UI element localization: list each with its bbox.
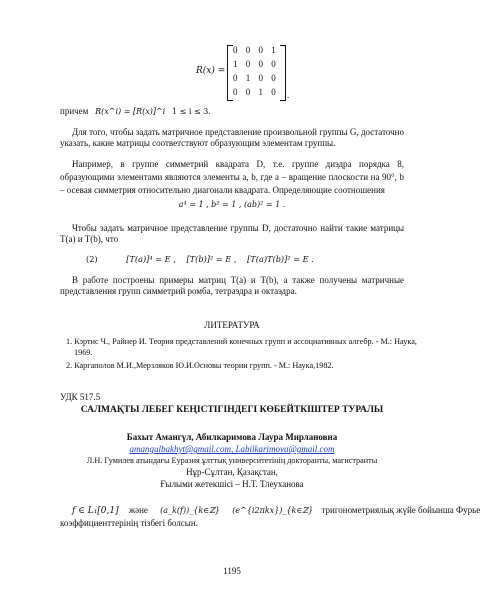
where-condition: 1 ≤ i ≤ 3.	[171, 107, 211, 116]
authors: Бахыт Амангүл, Абилкаримова Лаура Мирлановна	[126, 432, 338, 442]
affiliation-city: Нұр-Сұлтан, Қазақстан,	[186, 467, 278, 477]
references-heading: ЛИТЕРАТУРА	[204, 320, 260, 330]
equation-number: (2)	[86, 254, 98, 264]
matrix-row: 0 0 0 1	[233, 45, 279, 55]
article-title: САЛМАҚТЫ ЛЕБЕГ КЕҢІСТІГІНДЕГІ КӨБЕЙТКІШТЕР ТУРАЛЫ	[80, 405, 384, 415]
reference-item: 2. Каргаполов М.И.,Мерзляков Ю.И.Основы теории групп. - М.: Наука,1982.	[66, 361, 334, 370]
matrix-rx	[196, 44, 296, 102]
matrix-end: .	[287, 90, 290, 100]
and-word: және	[128, 505, 148, 515]
matrix-row: 0 1 0 0	[233, 73, 279, 83]
reference-item: 1. Кэртис Ч., Райнер И. Теория представлений конечных групп и ассоциативных алгебр. - М.: Наука, 1969.	[66, 337, 417, 357]
author-emails[interactable]: amangulbakhyt@gmail.com, Labilkarimova@gmail.com	[129, 444, 335, 454]
udc-code: УДК 517.5	[60, 392, 101, 402]
formula-line	[60, 505, 480, 517]
where-word: причем	[60, 106, 89, 116]
equation-part: [T(b)]² = E	[186, 254, 232, 264]
equation-part: [T(a)]⁴ = E	[126, 254, 171, 264]
text-line-2: коэффициенттерінің тізбегі болсын.	[60, 518, 198, 528]
where-line	[60, 106, 360, 117]
matrix-label: R(x) =	[196, 66, 226, 76]
where-formula: R(x^i) = [R(x)]^i	[95, 107, 166, 116]
supervisor: Ғылыми жетекшісі – Н.Т. Тлеуханова	[160, 479, 304, 489]
formula-f: f ∈ L₁[0,1]	[72, 506, 119, 516]
equation-part: [T(a)T(b)]² = E .	[247, 254, 314, 264]
formula-a: (a_k(f))_{k∈ℤ}	[160, 506, 221, 515]
page-number: 1195	[223, 566, 241, 576]
paragraph-3: Чтобы задать матричное представление группы D, достаточно найти такие матрицы T(a) и T(b), что	[60, 223, 404, 244]
defining-relations: a⁴ = 1 , b² = 1 , (ab)² = 1 .	[178, 200, 286, 209]
matrix-row: 0 0 1 0	[233, 87, 279, 97]
matrix-row: 1 0 0 0	[233, 59, 279, 69]
affiliation: Л.Н. Гумилев атындағы Еуразия ұлттық университетінің докторанты, магистранты	[86, 456, 378, 465]
matrix-right-bracket	[280, 45, 286, 101]
equation-2: (2) [T(a)]⁴ = E , [T(b)]² = E , [T(a)T(b)]² = E .	[86, 254, 314, 264]
formula-e: (e^{i2πkx})_{k∈ℤ}	[232, 506, 314, 515]
text-tail: тригонометриялық жүйе бойынша Фурье	[321, 505, 480, 515]
paragraph-1: Для того, чтобы задать матричное представление произвольной группы G, достаточно указать, какие матрицы соответствуют образующим элементам группы.	[60, 127, 404, 148]
paragraph-4: В работе построены примеры матриц T(a) и T(b), а также получены матричные представления групп симметрий ромба, тетраэдра и октаэдра.	[60, 275, 404, 296]
paragraph-2: Например, в группе симметрий квадрата D, т.е. группе диэдра порядка 8, образующими элементами являются элементы a, b, где a – вращение плоскости на 90°, b – осевая симметрия относительно диагонали квадрата. Определяющие соотношения	[60, 159, 404, 195]
